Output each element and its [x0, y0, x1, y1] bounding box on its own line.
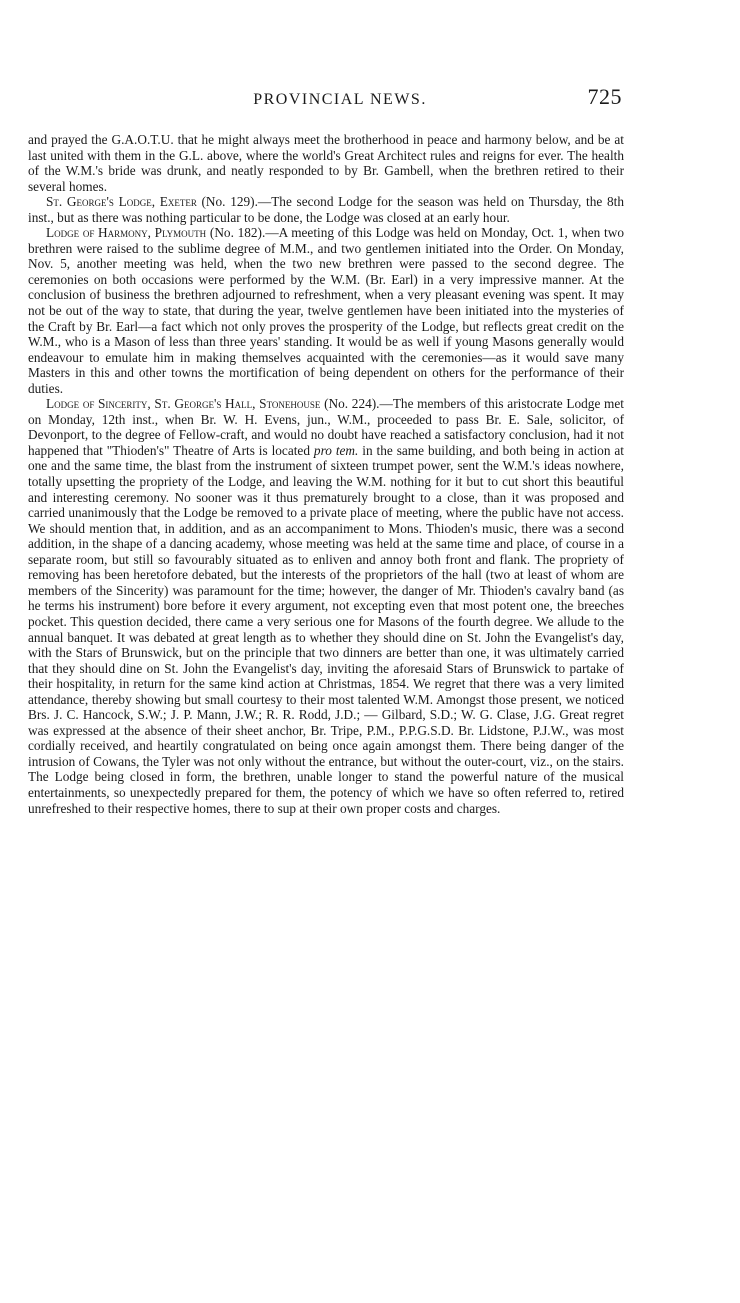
paragraph-text: —The second Lodge for the season was held on Thursday, the 8th inst., but as there was nothing particular to be done, the Lodge was closed at an early hour.: [28, 194, 624, 225]
paragraph-text: and prayed the G.A.O.T.U. that he might always meet the brotherhood in peace and harmony below, and be at last united with them in the G.L. above, where the world's Great Architect rules and reigns for ever. The health of the W.M.'s bride was drunk, and neatly responded to by Br. Gambell, when the brethren retired to their several homes.: [28, 132, 624, 194]
paragraph-text: —A meeting of this Lodge was held on Monday, Oct. 1, when two brethren were raised to the sublime degree of M.M., and two gentlemen initiated into the Order. On Monday, Nov. 5, another meeting was held, when the two new brethren were passed to the second degree. The ceremonies on both occasions were performed by the W.M. (Br. Earl) in a very impressive manner. At the conclusion of business the brethren adjourned to refreshment, when a very pleasant evening was spent. It may not be out of the way to state, that during the year, twelve gentlemen have been initiated into the mysteries of the Craft by Br. Earl—a fact which not only proves the prosperity of the Lodge, but reflects great credit on the W.M., who is a Mason of less than three years' standing. It would be as well if young Masons generally would endeavour to emulate him in making themselves acquainted with the ceremonies—as it would save many Masters in this and other towns the mortification of being dependent on others for the performance of their duties.: [28, 225, 624, 396]
lodge-heading: Lodge of Harmony, Plymouth: [46, 225, 207, 241]
lodge-heading: St. George's Lodge, Exeter: [46, 194, 197, 210]
running-head: [28, 84, 624, 118]
lodge-heading: Lodge of Sincerity, St. George's Hall, Stonehouse: [46, 396, 321, 412]
paragraph-continuation: [28, 132, 624, 194]
lodge-number: (No. 129).: [196, 194, 258, 210]
paragraph-st-georges-lodge: [28, 194, 624, 225]
running-title: PROVINCIAL NEWS.: [253, 91, 427, 108]
italic-phrase: pro tem.: [313, 442, 359, 458]
paragraph-text-continued: in the same building, and both being in action at one and the same time, the blast from the instrument of sixteen trumpet power, sent the W.M.'s ideas nowhere, totally upsetting the propriety of the Lodge, and leaving the W.M. nothing for it but to cut short this beautiful and interesting ceremony. No sooner was it thus prematurely brought to a close, than it was proposed and carried unanimously that the Lodge be removed to a private place of meeting, where the public have not access. We should mention that, in addition, and as an accompaniment to Mons. Thioden's music, there was a second addition, in the shape of a dancing academy, whose meeting was held at the same time and place, of course in a separate room, but still so favourably situated as to enliven and annoy both front and flank. The propriety of removing has been heretofore debated, but the interests of the proprietors of the hall (two at least of whom are members of the Sincerity) was paramount for the time; however, the danger of Mr. Thioden's cavalry band (as he terms his instrument) bore before it every argument, not excepting even that most potent one, the breeches pocket. This question decided, there came a very serious one for Masons of the fourth degree. We allude to the annual banquet. It was debated at great length as to whether they should dine on St. John the Evangelist's day, with the Stars of Brunswick, but on the principle that two dinners are better than one, it was ultimately carried that they should dine on St. John the Evangelist's day, inviting the aforesaid Stars of Brunswick to partake of their hospitality, in return for the same kind action at Christmas, 1854. We regret that there was a very limited attendance, thereby showing but small courtesy to their most talented W.M. Amongst those present, we noticed Brs. J. C. Hancock, S.W.; J. P. Mann, J.W.; R. R. Rodd, J.D.; — Gilbard, S.D.; W. G. Clase, J.G. Great regret was expressed at the absence of their sheet anchor, Br. Tripe, P.M., P.P.G.S.D. Br. Lidstone, P.J.W., was most cordially received, and heartily congratulated on being once again amongst them. There being danger of the intrusion of Cowans, the Tyler was not only without the entrance, but without the outer-court, viz., on the stairs. The Lodge being closed in form, the brethren, unable longer to stand the powerful nature of the musical entertainments, so unexpectedly prepared for them, the potency of which we have so often referred to, retired unrefreshed to their respective homes, there to sup at their own proper costs and charges.: [28, 442, 625, 816]
article-body: [28, 132, 624, 816]
paragraph-text: —The members of this aristocrate Lodge met on Monday, 12th inst., when Br. W. H. Evens, jun., W.M., proceeded to pass Br. E. Sale, solicitor, of Devonport, to the degree of Fellow-craft, and would no doubt have reached a satisfactory conclusion, had it not happened that "Thioden's" Theatre of Arts is located: [28, 396, 624, 458]
lodge-number: (No. 182).: [206, 225, 266, 241]
lodge-number: (No. 224).: [320, 396, 380, 412]
page-number: 725: [587, 84, 622, 109]
paragraph-lodge-of-sincerity: [28, 396, 624, 816]
paragraph-lodge-of-harmony: [28, 225, 624, 396]
